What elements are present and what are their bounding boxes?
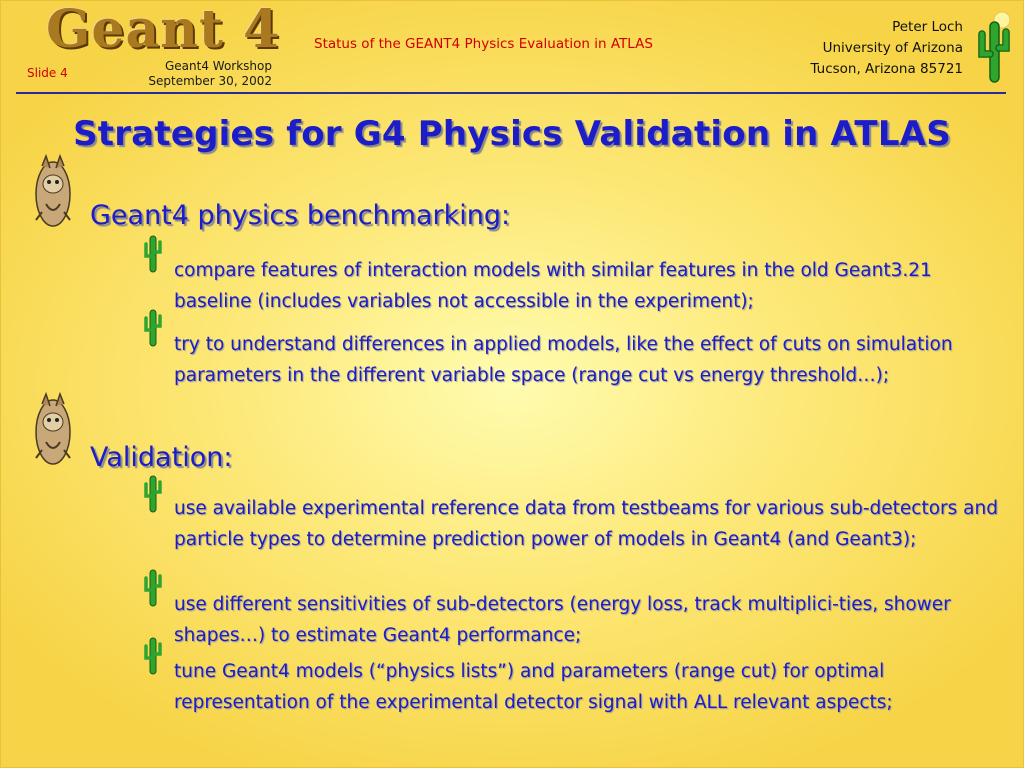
bullet-text: [138, 255, 998, 317]
author-affiliation: University of Arizona: [822, 40, 963, 56]
bullet-text: [138, 656, 998, 718]
bullet-validation-2: use different sensitivities of sub-detectors (energy loss, track multiplici-ties, shower shapes…) to estimate Geant4 performance;: [174, 594, 951, 646]
bullet-benchmark-1: compare features of interaction models with similar features in the old Geant3.21 baseline (includes variables not accessible in the experiment);: [174, 260, 932, 312]
coyote-icon: [32, 392, 74, 466]
workshop-name: Geant4 Workshop: [165, 59, 272, 73]
slide-number: Slide 4: [27, 66, 68, 80]
slide-title: Strategies for G4 Physics Validation in ATLAS: [73, 114, 951, 154]
workshop-info: [118, 59, 272, 89]
talk-title: Status of the GEANT4 Physics Evaluation in ATLAS: [314, 36, 653, 52]
bullet-text: [138, 493, 998, 555]
header-divider: [16, 92, 1006, 94]
bullet-benchmark-2: try to understand differences in applied models, like the effect of cuts on simulation parameters in the different variable space (range cut vs energy threshold…);: [174, 334, 953, 386]
bullet-text: [138, 329, 998, 391]
cactus-sun-icon: [974, 8, 1014, 84]
author-name: Peter Loch: [892, 19, 963, 35]
author-location: Tucson, Arizona 85721: [810, 61, 963, 77]
section-heading-validation: Validation:: [90, 442, 233, 473]
section-heading-benchmarking: Geant4 physics benchmarking:: [90, 200, 511, 231]
author-block: [760, 17, 963, 80]
geant4-logo: Geant 4: [46, 0, 281, 60]
bullet-validation-1: use available experimental reference data from testbeams for various sub-detectors and particle types to determine prediction power of models in Geant4 (and Geant3);: [174, 498, 998, 550]
bullet-text: [138, 589, 998, 651]
workshop-date: September 30, 2002: [148, 74, 272, 88]
coyote-icon: [32, 154, 74, 228]
bullet-validation-3: tune Geant4 models (“physics lists”) and parameters (range cut) for optimal representation of the experimental detector signal with ALL relevant aspects;: [174, 661, 893, 713]
